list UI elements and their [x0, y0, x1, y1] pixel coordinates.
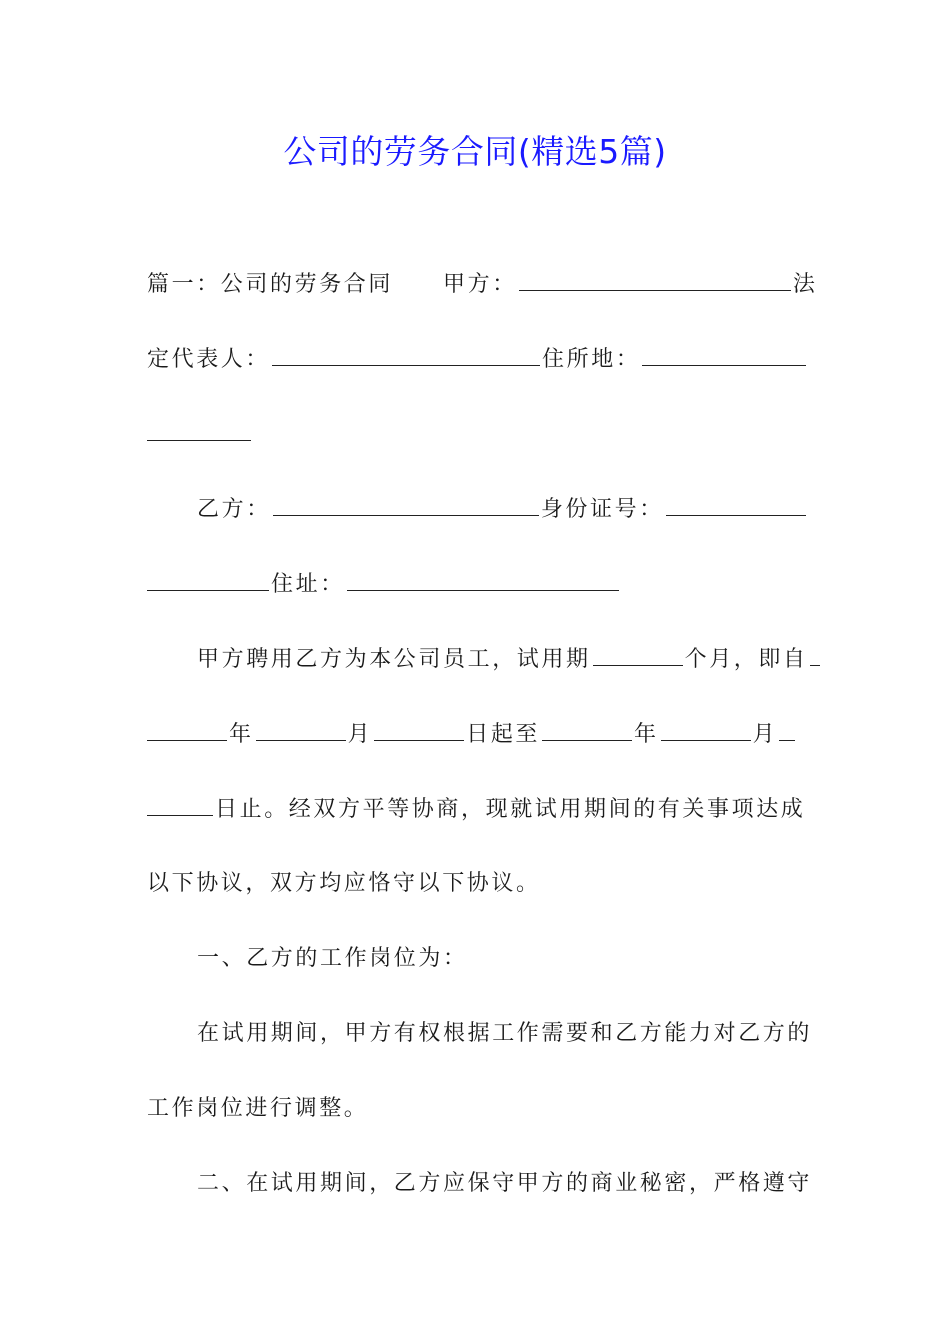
contract-line-2	[147, 343, 807, 376]
id-number-blank[interactable]	[666, 493, 806, 516]
contract-line-4	[147, 493, 857, 526]
probation-text: 甲方聘用乙方为本公司员工，试用期	[197, 647, 591, 672]
start-month-blank[interactable]	[256, 718, 346, 741]
month-label-1: 月	[347, 722, 373, 747]
address-blank[interactable]	[642, 343, 806, 366]
id-number-label: 身份证号：	[540, 497, 664, 522]
party-b-blank[interactable]	[273, 493, 539, 516]
party-b-label: 乙方：	[197, 497, 271, 522]
start-day-blank[interactable]	[374, 718, 464, 741]
start-year-blank[interactable]	[810, 643, 820, 666]
legal-rep-label-start: 法	[792, 272, 818, 297]
contract-line-3	[147, 418, 807, 451]
day-to-label: 日起至	[466, 722, 541, 747]
party-a-label: 甲方：	[443, 272, 517, 297]
contract-line-5	[147, 568, 807, 601]
legal-rep-blank[interactable]	[272, 343, 540, 366]
end-month-blank[interactable]	[661, 718, 751, 741]
contract-line-1	[147, 268, 818, 301]
contract-line-9: 以下协议，双方均应恪守以下协议。	[147, 871, 541, 896]
year-label-2: 年	[634, 722, 659, 747]
contract-line-7	[147, 718, 807, 751]
probation-months-text: 个月，即自	[684, 647, 808, 672]
contract-line-8	[147, 793, 807, 826]
end-day-blank[interactable]	[779, 718, 795, 741]
party-a-blank[interactable]	[519, 268, 791, 291]
address-blank-continued[interactable]	[147, 418, 251, 441]
agreement-text-1: 日止。经双方平等协商，现就试用期间的有关事项达成	[215, 797, 806, 822]
legal-rep-label: 定代表人：	[147, 347, 271, 372]
id-number-blank-continued[interactable]	[147, 568, 269, 591]
clause-1-heading: 一、乙方的工作岗位为：	[197, 946, 468, 971]
residence-label: 住址：	[271, 572, 345, 597]
document-title: 公司的劳务合同(精选5篇)	[283, 132, 667, 171]
clause-1-text-line-2: 工作岗位进行调整。	[147, 1096, 369, 1121]
year-label-1: 年	[229, 722, 254, 747]
end-year-blank[interactable]	[542, 718, 632, 741]
address-label: 住所地：	[542, 347, 641, 372]
clause-2-text-line-1: 二、在试用期间，乙方应保守甲方的商业秘密，严格遵守	[197, 1171, 813, 1196]
start-year-blank-continued[interactable]	[147, 718, 227, 741]
section-heading: 篇一：公司的劳务合同	[147, 272, 394, 297]
probation-months-blank[interactable]	[593, 643, 683, 666]
clause-1-text-line-1: 在试用期间，甲方有权根据工作需要和乙方能力对乙方的	[197, 1021, 813, 1046]
month-label-2: 月	[752, 722, 778, 747]
end-day-blank-continued[interactable]	[147, 793, 213, 816]
residence-blank[interactable]	[347, 568, 619, 591]
contract-line-6	[147, 643, 857, 676]
